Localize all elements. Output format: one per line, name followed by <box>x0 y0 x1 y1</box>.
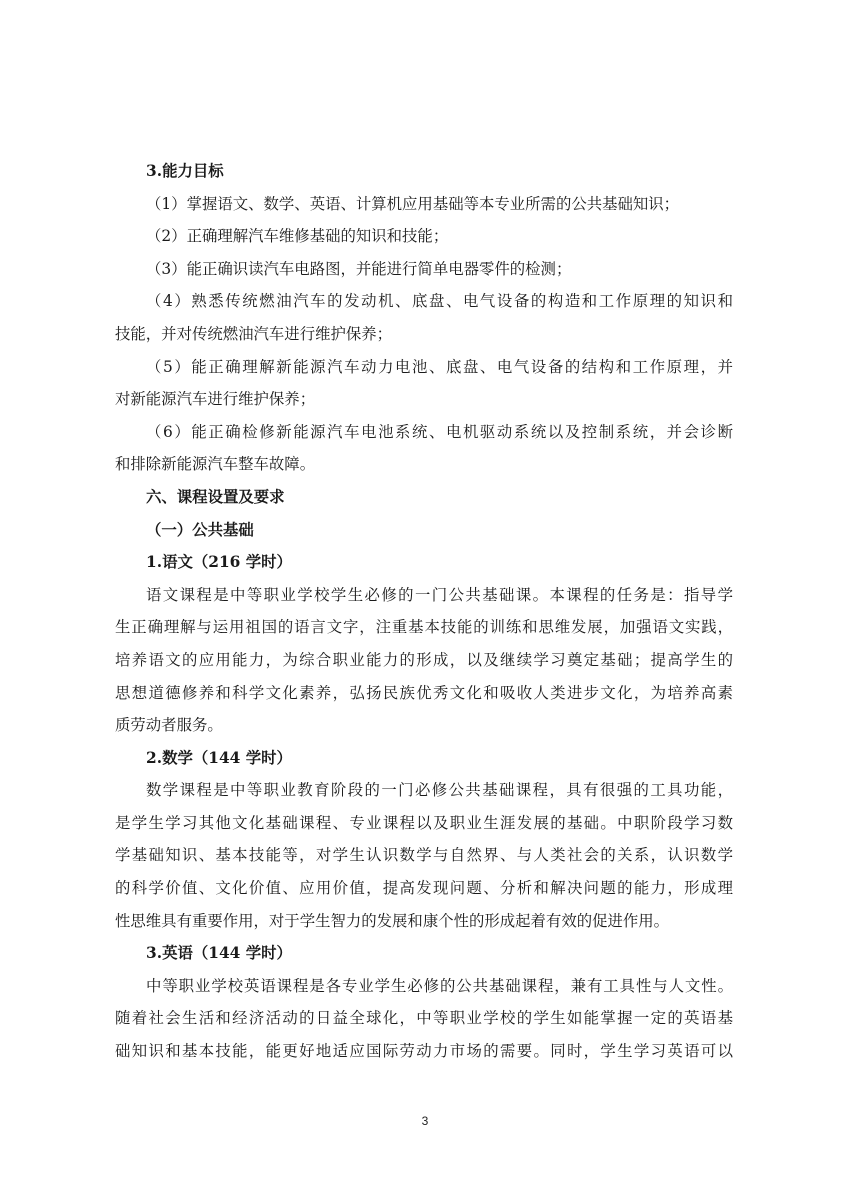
text-line: 随着社会生活和经济活动的日益全球化，中等职业学校的学生如能掌握一定的英语基 <box>115 1009 733 1028</box>
text-line: 数学课程是中等职业教育阶段的一门必修公共基础课程，具有很强的工具功能， <box>146 781 733 800</box>
text-line: 质劳动者服务。 <box>115 716 223 735</box>
text-line: （2）正确理解汽车维修基础的知识和技能； <box>146 227 449 246</box>
ability-item <box>115 285 733 350</box>
text-line: 生正确理解与运用祖国的语言文字，注重基本技能的训练和思维发展，加强语文实践， <box>115 618 733 637</box>
text-line: 的科学价值、文化价值、应用价值，提高发现问题、分析和解决问题的能力，形成理 <box>115 879 733 898</box>
ability-item <box>115 188 733 221</box>
text-line: 学基础知识、基本技能等，对学生认识数学与自然界、与人类社会的关系，认识数学 <box>115 846 733 865</box>
text-line: （3）能正确识读汽车电路图，并能进行简单电器零件的检测； <box>146 259 572 278</box>
text-line: （5）能正确理解新能源汽车动力电池、底盘、电气设备的结构和工作原理，并 <box>146 357 733 376</box>
course-title: 3.英语（144 学时） <box>146 944 292 963</box>
ability-goals-heading: 3.能力目标 <box>146 162 224 180</box>
text-line: 和排除新能源汽车整车故障。 <box>115 455 316 474</box>
section-heading: 六、课程设置及要求 <box>146 487 285 506</box>
text-line: 技能，并对传统燃油汽车进行维护保养； <box>115 324 393 343</box>
ability-item <box>115 253 733 286</box>
text-line: 语文课程是中等职业学校学生必修的一门公共基础课。本课程的任务是：指导学 <box>146 585 733 604</box>
course-math <box>115 742 733 938</box>
text-line: 性思维具有重要作用，对于学生智力的发展和康个性的形成起着有效的促进作用。 <box>115 911 670 930</box>
course-english <box>115 937 733 1067</box>
text-line: （6）能正确检修新能源汽车电池系统、电机驱动系统以及控制系统，并会诊断 <box>146 422 733 441</box>
text-line: （1）掌握语文、数学、英语、计算机应用基础等本专业所需的公共基础知识； <box>146 194 680 213</box>
page-content <box>115 155 733 1068</box>
course-title: 2.数学（144 学时） <box>146 748 292 767</box>
text-line: 培养语文的应用能力，为综合职业能力的形成，以及继续学习奠定基础；提高学生的 <box>115 650 733 669</box>
text-line: 中等职业学校英语课程是各专业学生必修的公共基础课程，兼有工具性与人文性。 <box>146 976 733 995</box>
text-line: 对新能源汽车进行维护保养； <box>115 390 316 409</box>
subsection-heading: （一）公共基础 <box>146 520 254 539</box>
course-chinese <box>115 546 733 742</box>
course-title: 1.语文（216 学时） <box>146 553 292 572</box>
text-line: （4）熟悉传统燃油汽车的发动机、底盘、电气设备的构造和工作原理的知识和 <box>146 292 733 311</box>
ability-item <box>115 351 733 416</box>
page-number: 3 <box>421 1114 429 1128</box>
text-line: 是学生学习其他文化基础课程、专业课程以及职业生涯发展的基础。中职阶段学习数 <box>115 813 733 832</box>
text-line: 础知识和基本技能，能更好地适应国际劳动力市场的需要。同时，学生学习英语可以 <box>115 1042 733 1061</box>
ability-item <box>115 220 733 253</box>
text-line: 思想道德修养和科学文化素养，弘扬民族优秀文化和吸收人类进步文化，为培养高素 <box>115 683 733 702</box>
ability-item <box>115 416 733 481</box>
